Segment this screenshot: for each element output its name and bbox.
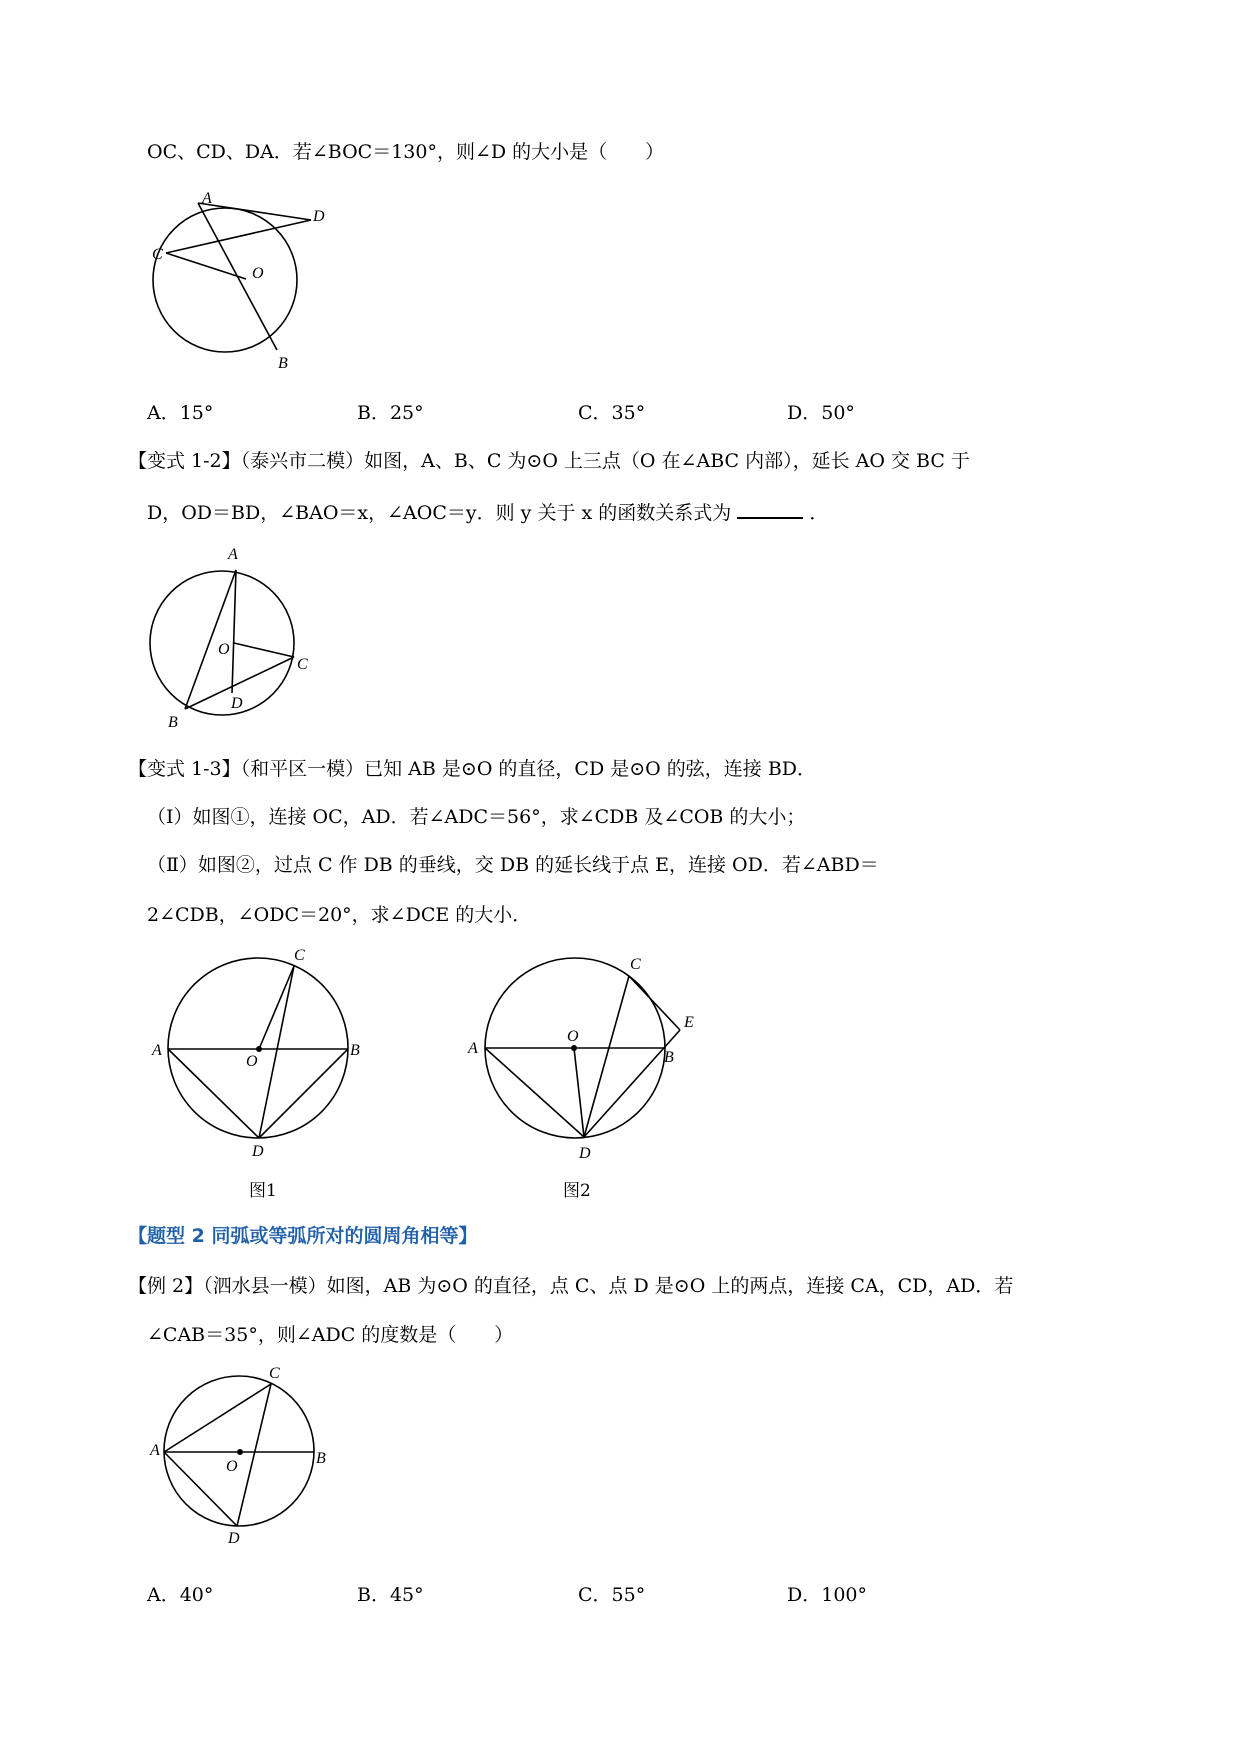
q4-stem-line2: ∠CAB＝35°，则∠ADC 的度数是（ ） [147, 1324, 514, 1346]
q3-figure-2 [465, 948, 715, 1168]
q4-point-c-label: C [269, 1365, 280, 1382]
q3-fig1-caption: 图1 [249, 1181, 277, 1201]
q3-fig1-point-a-label: A [152, 1042, 162, 1059]
q3-fig1-center-dot [256, 1046, 262, 1052]
q3-fig2-point-c-label: C [630, 956, 641, 973]
q3-fig2-caption: 图2 [563, 1181, 591, 1201]
q1-point-a-label: A [202, 190, 212, 207]
q4-option-a[interactable]: A．40° [147, 1584, 214, 1606]
q2-stem-line1: 【变式 1-2】（泰兴市二模）如图，A、B、C 为⊙O 上三点（O 在∠ABC 内部），延长 AO 交 BC 于 [128, 450, 970, 472]
q2-point-o-label: O [218, 641, 230, 658]
q1-option-d[interactable]: D．50° [787, 402, 855, 424]
q1-stem-line: OC、CD、DA．若∠BOC＝130°，则∠D 的大小是（ ） [147, 141, 665, 163]
q3-fig2-center-dot [571, 1045, 577, 1051]
q3-fig2-point-a-label: A [468, 1040, 478, 1057]
q4-stem-line1: 【例 2】（泗水县一模）如图，AB 为⊙O 的直径，点 C、点 D 是⊙O 上的两点，连接 CA，CD，AD．若 [128, 1275, 1014, 1297]
q2-stem-text: D，OD＝BD，∠BAO＝x，∠AOC＝y．则 y 关于 x 的函数关系式为 [147, 502, 732, 524]
q3-figure-1 [148, 948, 378, 1168]
q1-point-d-label: D [313, 208, 325, 225]
q3-part1: （Ⅰ）如图①，连接 OC，AD．若∠ADC＝56°，求∠CDB 及∠COB 的大小； [147, 806, 806, 828]
q3-part2-line2: 2∠CDB，∠ODC＝20°，求∠DCE 的大小． [147, 904, 532, 926]
q2-stem-line2 [147, 499, 828, 525]
q4-point-o-label: O [226, 1458, 238, 1475]
q1-option-b[interactable]: B．25° [357, 402, 424, 424]
q2-point-d-label: D [231, 695, 243, 712]
q4-point-b-label: B [316, 1450, 326, 1467]
q3-fig2-point-e-label: E [684, 1014, 694, 1031]
q3-fig1-point-o-label: O [246, 1053, 258, 1070]
q3-fig2-point-o-label: O [567, 1028, 579, 1045]
q3-fig2-point-b-label: B [664, 1049, 674, 1066]
q2-stem-end: ． [809, 502, 829, 524]
q4-point-a-label: A [150, 1442, 160, 1459]
section-heading: 【题型 2 同弧或等弧所对的圆周角相等】 [128, 1225, 478, 1247]
q2-figure [140, 545, 340, 735]
q3-fig1-point-c-label: C [294, 947, 305, 964]
q1-figure [140, 180, 340, 380]
q4-center-dot [237, 1449, 243, 1455]
q4-figure [148, 1365, 348, 1550]
q1-option-c[interactable]: C．35° [578, 402, 646, 424]
q2-point-c-label: C [297, 656, 308, 673]
q3-fig2-point-d-label: D [579, 1145, 591, 1162]
q2-point-b-label: B [168, 714, 178, 731]
q3-fig1-point-d-label: D [252, 1143, 264, 1160]
q4-option-d[interactable]: D．100° [787, 1584, 867, 1606]
q1-point-o-label: O [252, 265, 264, 282]
q2-point-a-label: A [228, 546, 238, 563]
q3-stem-line1: 【变式 1-3】（和平区一模）已知 AB 是⊙O 的直径，CD 是⊙O 的弦，连接 BD． [128, 758, 817, 780]
q3-part2-line1: （Ⅱ）如图②，过点 C 作 DB 的垂线，交 DB 的延长线于点 E，连接 OD．若∠ABD＝ [147, 854, 879, 876]
q1-point-b-label: B [278, 355, 288, 372]
q2-answer-blank[interactable] [737, 499, 803, 519]
q4-point-d-label: D [228, 1530, 240, 1547]
q4-option-b[interactable]: B．45° [357, 1584, 424, 1606]
q1-option-a[interactable]: A．15° [147, 402, 214, 424]
q3-fig1-point-b-label: B [350, 1042, 360, 1059]
q4-option-c[interactable]: C．55° [578, 1584, 646, 1606]
q1-point-c-label: C [152, 246, 163, 263]
